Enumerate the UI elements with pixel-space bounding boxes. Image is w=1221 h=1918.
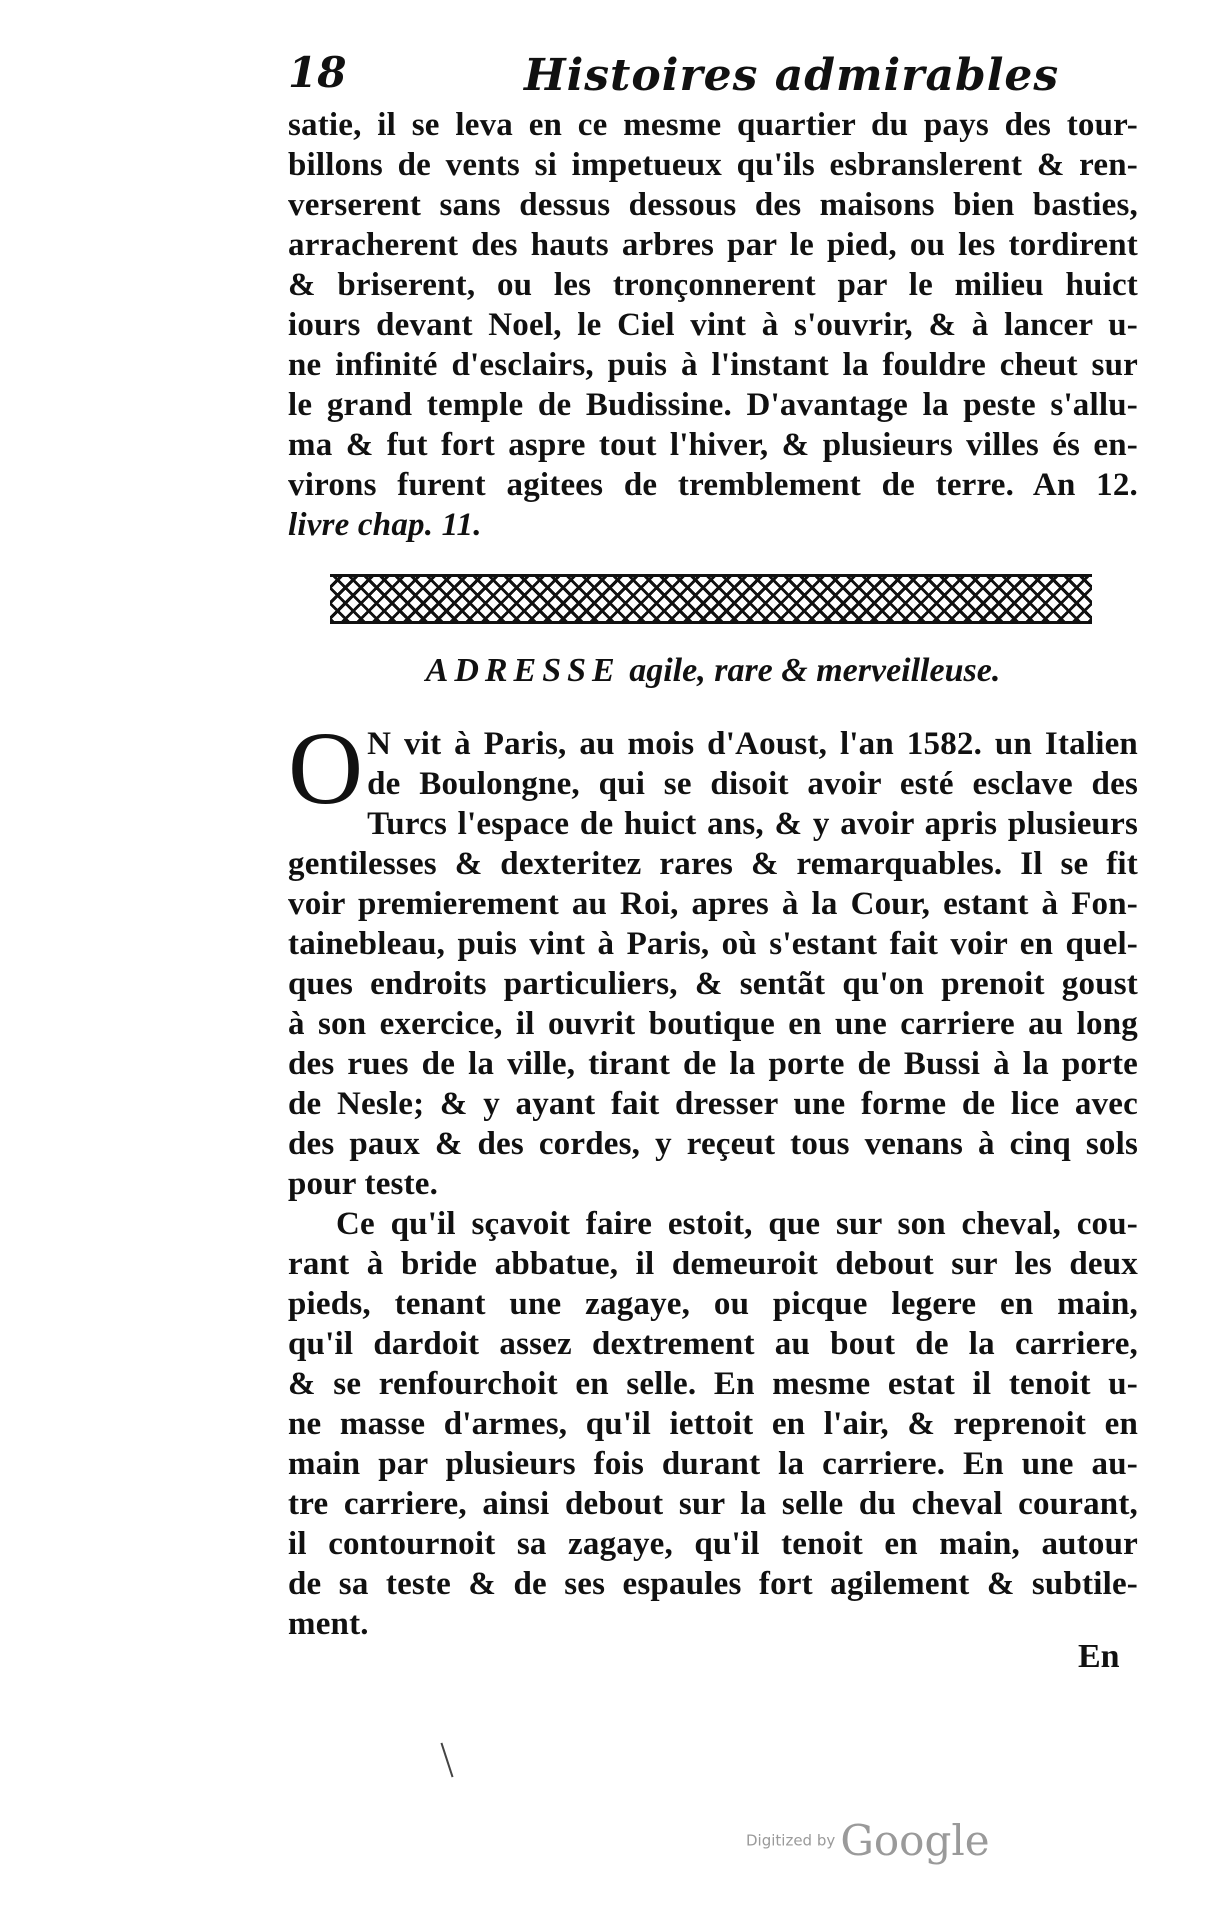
text-line: & se renfourchoit en selle. En mesme estat il tenoit u- xyxy=(288,1366,1138,1402)
text-line: pieds, tenant une zagaye, ou picque legere en main, xyxy=(288,1286,1138,1322)
text-line: ma & fut fort aspre tout l'hiver, & plusieurs villes és en- xyxy=(288,427,1138,463)
section-title-rest: agile, rare & merveilleuse. xyxy=(629,652,1001,689)
text-line: tre carriere, ainsi debout sur la selle du cheval courant, xyxy=(288,1486,1138,1522)
text-line: il contournoit sa zagaye, qu'il tenoit en main, autour xyxy=(288,1526,1138,1562)
text-line: pour teste. xyxy=(288,1166,439,1202)
text-line: le grand temple de Budissine. D'avantage la peste s'allu- xyxy=(288,387,1138,423)
watermark-prefix: Digitized by xyxy=(746,1831,836,1850)
text-line: Turcs l'espace de huict ans, & y avoir apris plusieurs xyxy=(367,806,1138,842)
section-body xyxy=(288,711,1138,1644)
text-line: gentilesses & dexteritez rares & remarquables. Il se fit xyxy=(288,846,1138,882)
text-line: arracherent des hauts arbres par le pied, ou les tordirent xyxy=(288,227,1138,263)
text-line: des paux & des cordes, y reçeut tous venans à cinq sols xyxy=(288,1126,1138,1162)
running-head xyxy=(288,48,1138,108)
text-line: des rues de la ville, tirant de la porte de Bussi à la porte xyxy=(288,1046,1138,1082)
text-line: & briserent, ou les tronçonnerent par le milieu huict xyxy=(288,267,1138,303)
text-line: verserent sans dessus dessous des maisons bien basties, xyxy=(288,187,1138,223)
text-line: tainebleau, puis vint à Paris, où s'estant fait voir en quel- xyxy=(288,926,1138,962)
preceding-text-block xyxy=(288,105,1138,545)
page-number: 18 xyxy=(288,48,347,97)
section-title xyxy=(288,652,1138,690)
text-line: ques endroits particuliers, & sentãt qu'on prenoit goust xyxy=(288,966,1138,1002)
text-line: de Nesle; & y ayant fait dresser une forme de lice avec xyxy=(288,1086,1138,1122)
digitized-watermark xyxy=(746,1816,990,1865)
drop-cap: O xyxy=(288,711,364,826)
watermark-brand: Google xyxy=(840,1816,990,1865)
text-line: voir premierement au Roi, apres à la Cour, estant à Fon- xyxy=(288,886,1138,922)
text-line: virons furent agitees de tremblement de terre. An 12. xyxy=(288,467,1138,503)
text-line: satie, il se leva en ce mesme quartier du pays des tour- xyxy=(288,107,1138,143)
text-line: ne masse d'armes, qu'il iettoit en l'air, & reprenoit en xyxy=(288,1406,1138,1442)
text-line: iours devant Noel, le Ciel vint à s'ouvrir, & à lancer u- xyxy=(288,307,1138,343)
text-line: N vit à Paris, au mois d'Aoust, l'an 1582. un Italien xyxy=(367,726,1138,762)
text-line: ne infinité d'esclairs, puis à l'instant la fouldre cheut sur xyxy=(288,347,1138,383)
text-line: qu'il dardoit assez dextrement au bout de la carriere, xyxy=(288,1326,1138,1362)
text-line: ment. xyxy=(288,1606,369,1642)
citation-line: livre chap. 11. xyxy=(288,507,482,543)
stray-ink-mark xyxy=(440,1743,453,1778)
text-line: billons de vents si impetueux qu'ils esbranslerent & ren- xyxy=(288,147,1138,183)
text-line: rant à bride abbatue, il demeuroit debout sur les deux xyxy=(288,1246,1138,1282)
text-line: main par plusieurs fois durant la carriere. En une au- xyxy=(288,1446,1138,1482)
text-line: de Boulongne, qui se disoit avoir esté esclave des xyxy=(367,766,1138,802)
ornamental-divider xyxy=(330,574,1092,624)
catchword: En xyxy=(1078,1638,1120,1675)
text-line: de sa teste & de ses espaules fort agilement & subtile- xyxy=(288,1566,1138,1602)
section-title-caps: ADRESSE xyxy=(425,652,621,689)
running-title: Histoires admirables xyxy=(524,50,1060,101)
text-line: à son exercice, il ouvrit boutique en une carriere au long xyxy=(288,1006,1138,1042)
text-line: Ce qu'il sçavoit faire estoit, que sur son cheval, cou- xyxy=(336,1206,1138,1242)
